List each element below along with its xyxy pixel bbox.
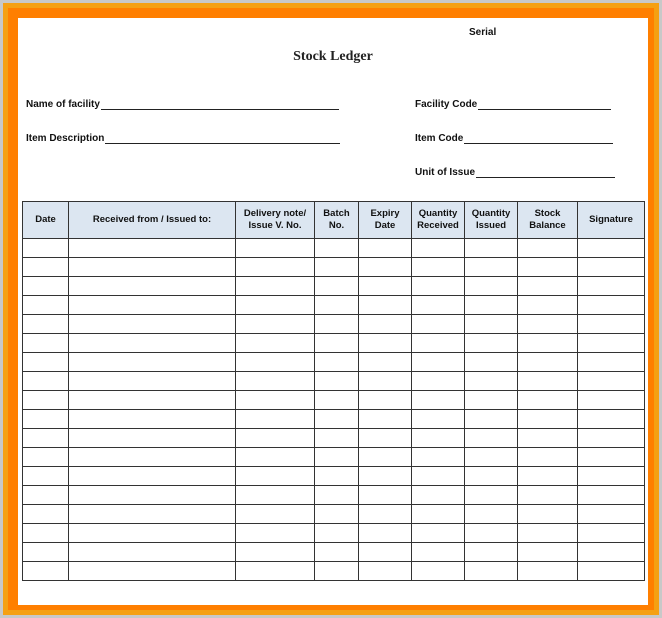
table-row — [23, 524, 645, 543]
table-cell[interactable] — [315, 486, 359, 505]
table-cell[interactable] — [465, 429, 518, 448]
table-cell[interactable] — [578, 391, 645, 410]
table-cell[interactable] — [412, 353, 465, 372]
ledger-body — [23, 239, 645, 581]
table-cell[interactable] — [412, 543, 465, 562]
table-cell[interactable] — [412, 505, 465, 524]
table-cell[interactable] — [236, 543, 315, 562]
table-cell[interactable] — [578, 239, 645, 258]
table-cell[interactable] — [465, 334, 518, 353]
table-cell[interactable] — [236, 429, 315, 448]
table-row — [23, 448, 645, 467]
page-title: Stock Ledger — [293, 49, 373, 64]
table-cell[interactable] — [315, 296, 359, 315]
table-cell[interactable] — [359, 258, 412, 277]
table-cell[interactable] — [69, 334, 236, 353]
table-cell[interactable] — [315, 505, 359, 524]
table-cell[interactable] — [236, 239, 315, 258]
table-cell[interactable] — [23, 372, 69, 391]
table-row — [23, 505, 645, 524]
table-cell[interactable] — [518, 505, 578, 524]
table-cell[interactable] — [23, 543, 69, 562]
table-row — [23, 353, 645, 372]
table-cell[interactable] — [412, 296, 465, 315]
item-description-label: Item Description — [26, 133, 105, 144]
table-cell[interactable] — [518, 524, 578, 543]
table-cell[interactable] — [23, 467, 69, 486]
table-cell[interactable] — [518, 334, 578, 353]
table-cell[interactable] — [359, 353, 412, 372]
table-cell[interactable] — [315, 543, 359, 562]
table-cell[interactable] — [578, 410, 645, 429]
table-cell[interactable] — [23, 258, 69, 277]
item-description-field[interactable] — [26, 133, 340, 144]
table-cell[interactable] — [412, 391, 465, 410]
table-cell[interactable] — [315, 429, 359, 448]
table-row — [23, 543, 645, 562]
table-row — [23, 486, 645, 505]
table-cell[interactable] — [412, 258, 465, 277]
table-cell[interactable] — [465, 391, 518, 410]
table-cell[interactable] — [578, 486, 645, 505]
table-cell[interactable] — [69, 315, 236, 334]
table-row — [23, 372, 645, 391]
table-cell[interactable] — [359, 486, 412, 505]
table-cell[interactable] — [518, 391, 578, 410]
table-cell[interactable] — [236, 258, 315, 277]
col-quantity-issued: Quantity Issued — [465, 202, 518, 239]
facility-code-line[interactable] — [478, 100, 611, 110]
table-row — [23, 334, 645, 353]
table-cell[interactable] — [23, 562, 69, 581]
table-cell[interactable] — [69, 543, 236, 562]
table-cell[interactable] — [69, 562, 236, 581]
table-cell[interactable] — [359, 467, 412, 486]
table-cell[interactable] — [465, 410, 518, 429]
table-cell[interactable] — [578, 372, 645, 391]
table-cell[interactable] — [578, 334, 645, 353]
table-cell[interactable] — [23, 334, 69, 353]
table-cell[interactable] — [69, 258, 236, 277]
table-cell[interactable] — [23, 315, 69, 334]
table-cell[interactable] — [412, 429, 465, 448]
table-cell[interactable] — [69, 524, 236, 543]
table-row — [23, 391, 645, 410]
table-cell[interactable] — [359, 543, 412, 562]
table-cell[interactable] — [518, 277, 578, 296]
facility-name-field[interactable] — [26, 99, 339, 110]
unit-of-issue-field[interactable] — [415, 167, 615, 178]
table-cell[interactable] — [236, 334, 315, 353]
table-cell[interactable] — [23, 296, 69, 315]
table-cell[interactable] — [578, 353, 645, 372]
table-cell[interactable] — [412, 448, 465, 467]
table-cell[interactable] — [359, 429, 412, 448]
table-cell[interactable] — [359, 296, 412, 315]
table-cell[interactable] — [412, 372, 465, 391]
facility-name-label: Name of facility — [26, 99, 100, 110]
table-cell[interactable] — [236, 505, 315, 524]
table-cell[interactable] — [359, 391, 412, 410]
table-row — [23, 296, 645, 315]
table-cell[interactable] — [465, 372, 518, 391]
table-cell[interactable] — [465, 543, 518, 562]
table-cell[interactable] — [578, 524, 645, 543]
table-cell[interactable] — [69, 448, 236, 467]
table-cell[interactable] — [23, 524, 69, 543]
table-cell[interactable] — [465, 296, 518, 315]
table-cell[interactable] — [315, 372, 359, 391]
table-cell[interactable] — [23, 353, 69, 372]
table-row — [23, 410, 645, 429]
table-cell[interactable] — [236, 467, 315, 486]
table-cell[interactable] — [578, 448, 645, 467]
table-cell[interactable] — [465, 315, 518, 334]
table-cell[interactable] — [359, 372, 412, 391]
table-cell[interactable] — [412, 334, 465, 353]
table-cell[interactable] — [315, 353, 359, 372]
table-cell[interactable] — [412, 239, 465, 258]
table-cell[interactable] — [23, 505, 69, 524]
table-cell[interactable] — [578, 277, 645, 296]
table-cell[interactable] — [578, 315, 645, 334]
table-cell[interactable] — [578, 562, 645, 581]
table-cell[interactable] — [315, 391, 359, 410]
table-cell[interactable] — [359, 315, 412, 334]
table-cell[interactable] — [412, 410, 465, 429]
table-cell[interactable] — [412, 524, 465, 543]
table-cell[interactable] — [412, 486, 465, 505]
table-cell[interactable] — [236, 277, 315, 296]
table-cell[interactable] — [465, 353, 518, 372]
table-cell[interactable] — [465, 467, 518, 486]
table-cell[interactable] — [359, 410, 412, 429]
facility-name-line[interactable] — [101, 100, 339, 110]
table-cell[interactable] — [69, 486, 236, 505]
table-cell[interactable] — [23, 410, 69, 429]
table-cell[interactable] — [236, 524, 315, 543]
table-cell[interactable] — [236, 486, 315, 505]
table-cell[interactable] — [359, 562, 412, 581]
table-cell[interactable] — [578, 467, 645, 486]
table-row — [23, 562, 645, 581]
table-cell[interactable] — [359, 505, 412, 524]
table-cell[interactable] — [315, 334, 359, 353]
table-cell[interactable] — [518, 296, 578, 315]
table-cell[interactable] — [359, 239, 412, 258]
table-header-row — [23, 202, 645, 239]
table-cell[interactable] — [315, 448, 359, 467]
table-cell[interactable] — [69, 410, 236, 429]
table-row — [23, 429, 645, 448]
table-cell[interactable] — [578, 429, 645, 448]
stock-ledger-sheet — [18, 18, 648, 605]
table-cell[interactable] — [69, 277, 236, 296]
table-cell[interactable] — [518, 429, 578, 448]
table-row — [23, 467, 645, 486]
col-received-from-issued-to: Received from / Issued to: — [69, 202, 236, 239]
table-cell[interactable] — [578, 505, 645, 524]
table-cell[interactable] — [359, 277, 412, 296]
table-cell[interactable] — [518, 239, 578, 258]
table-cell[interactable] — [518, 486, 578, 505]
col-quantity-received: Quantity Received — [412, 202, 465, 239]
table-cell[interactable] — [236, 391, 315, 410]
table-cell[interactable] — [315, 467, 359, 486]
table-row — [23, 315, 645, 334]
facility-code-field[interactable] — [415, 99, 611, 110]
table-cell[interactable] — [236, 448, 315, 467]
table-cell[interactable] — [236, 315, 315, 334]
table-cell[interactable] — [315, 315, 359, 334]
table-cell[interactable] — [315, 239, 359, 258]
table-cell[interactable] — [315, 562, 359, 581]
table-cell[interactable] — [412, 315, 465, 334]
table-cell[interactable] — [236, 562, 315, 581]
table-cell[interactable] — [518, 562, 578, 581]
table-cell[interactable] — [518, 410, 578, 429]
table-cell[interactable] — [518, 448, 578, 467]
table-cell[interactable] — [465, 277, 518, 296]
table-row — [23, 258, 645, 277]
facility-code-label: Facility Code — [415, 99, 478, 110]
table-cell[interactable] — [518, 372, 578, 391]
table-cell[interactable] — [23, 448, 69, 467]
table-cell[interactable] — [578, 296, 645, 315]
item-code-label: Item Code — [415, 133, 464, 144]
table-cell[interactable] — [315, 277, 359, 296]
table-cell[interactable] — [69, 239, 236, 258]
unit-of-issue-label: Unit of Issue — [415, 167, 476, 178]
item-code-field[interactable] — [415, 133, 613, 144]
table-cell[interactable] — [69, 467, 236, 486]
col-date: Date — [23, 202, 69, 239]
table-cell[interactable] — [69, 391, 236, 410]
col-delivery-note: Delivery note/ Issue V. No. — [236, 202, 315, 239]
table-cell[interactable] — [23, 277, 69, 296]
table-cell[interactable] — [23, 429, 69, 448]
table-cell[interactable] — [412, 277, 465, 296]
table-cell[interactable] — [578, 258, 645, 277]
table-cell[interactable] — [465, 505, 518, 524]
table-cell[interactable] — [359, 448, 412, 467]
table-cell[interactable] — [23, 391, 69, 410]
table-cell[interactable] — [578, 543, 645, 562]
col-batch-no: Batch No. — [315, 202, 359, 239]
table-cell[interactable] — [315, 258, 359, 277]
table-cell[interactable] — [465, 562, 518, 581]
table-cell[interactable] — [465, 258, 518, 277]
item-description-line[interactable] — [105, 134, 340, 144]
item-code-line[interactable] — [464, 134, 613, 144]
table-row — [23, 277, 645, 296]
table-cell[interactable] — [315, 524, 359, 543]
table-cell[interactable] — [69, 372, 236, 391]
table-cell[interactable] — [465, 448, 518, 467]
table-cell[interactable] — [69, 505, 236, 524]
table-cell[interactable] — [315, 410, 359, 429]
col-signature: Signature — [578, 202, 645, 239]
table-cell[interactable] — [236, 296, 315, 315]
table-cell[interactable] — [518, 353, 578, 372]
table-row — [23, 239, 645, 258]
serial-label: Serial — [469, 27, 497, 38]
table-cell[interactable] — [69, 296, 236, 315]
table-cell[interactable] — [23, 239, 69, 258]
table-cell[interactable] — [69, 429, 236, 448]
table-cell[interactable] — [23, 486, 69, 505]
table-cell[interactable] — [69, 353, 236, 372]
table-cell[interactable] — [518, 258, 578, 277]
table-cell[interactable] — [465, 486, 518, 505]
table-cell[interactable] — [465, 239, 518, 258]
table-cell[interactable] — [236, 410, 315, 429]
ledger-table — [22, 201, 645, 581]
table-cell[interactable] — [412, 467, 465, 486]
table-cell[interactable] — [518, 467, 578, 486]
table-cell[interactable] — [236, 353, 315, 372]
table-cell[interactable] — [518, 543, 578, 562]
table-cell[interactable] — [359, 524, 412, 543]
table-cell[interactable] — [412, 562, 465, 581]
col-expiry-date: Expiry Date — [359, 202, 412, 239]
table-cell[interactable] — [518, 315, 578, 334]
table-cell[interactable] — [236, 372, 315, 391]
col-stock-balance: Stock Balance — [518, 202, 578, 239]
unit-of-issue-line[interactable] — [476, 168, 615, 178]
table-cell[interactable] — [359, 334, 412, 353]
table-cell[interactable] — [465, 524, 518, 543]
